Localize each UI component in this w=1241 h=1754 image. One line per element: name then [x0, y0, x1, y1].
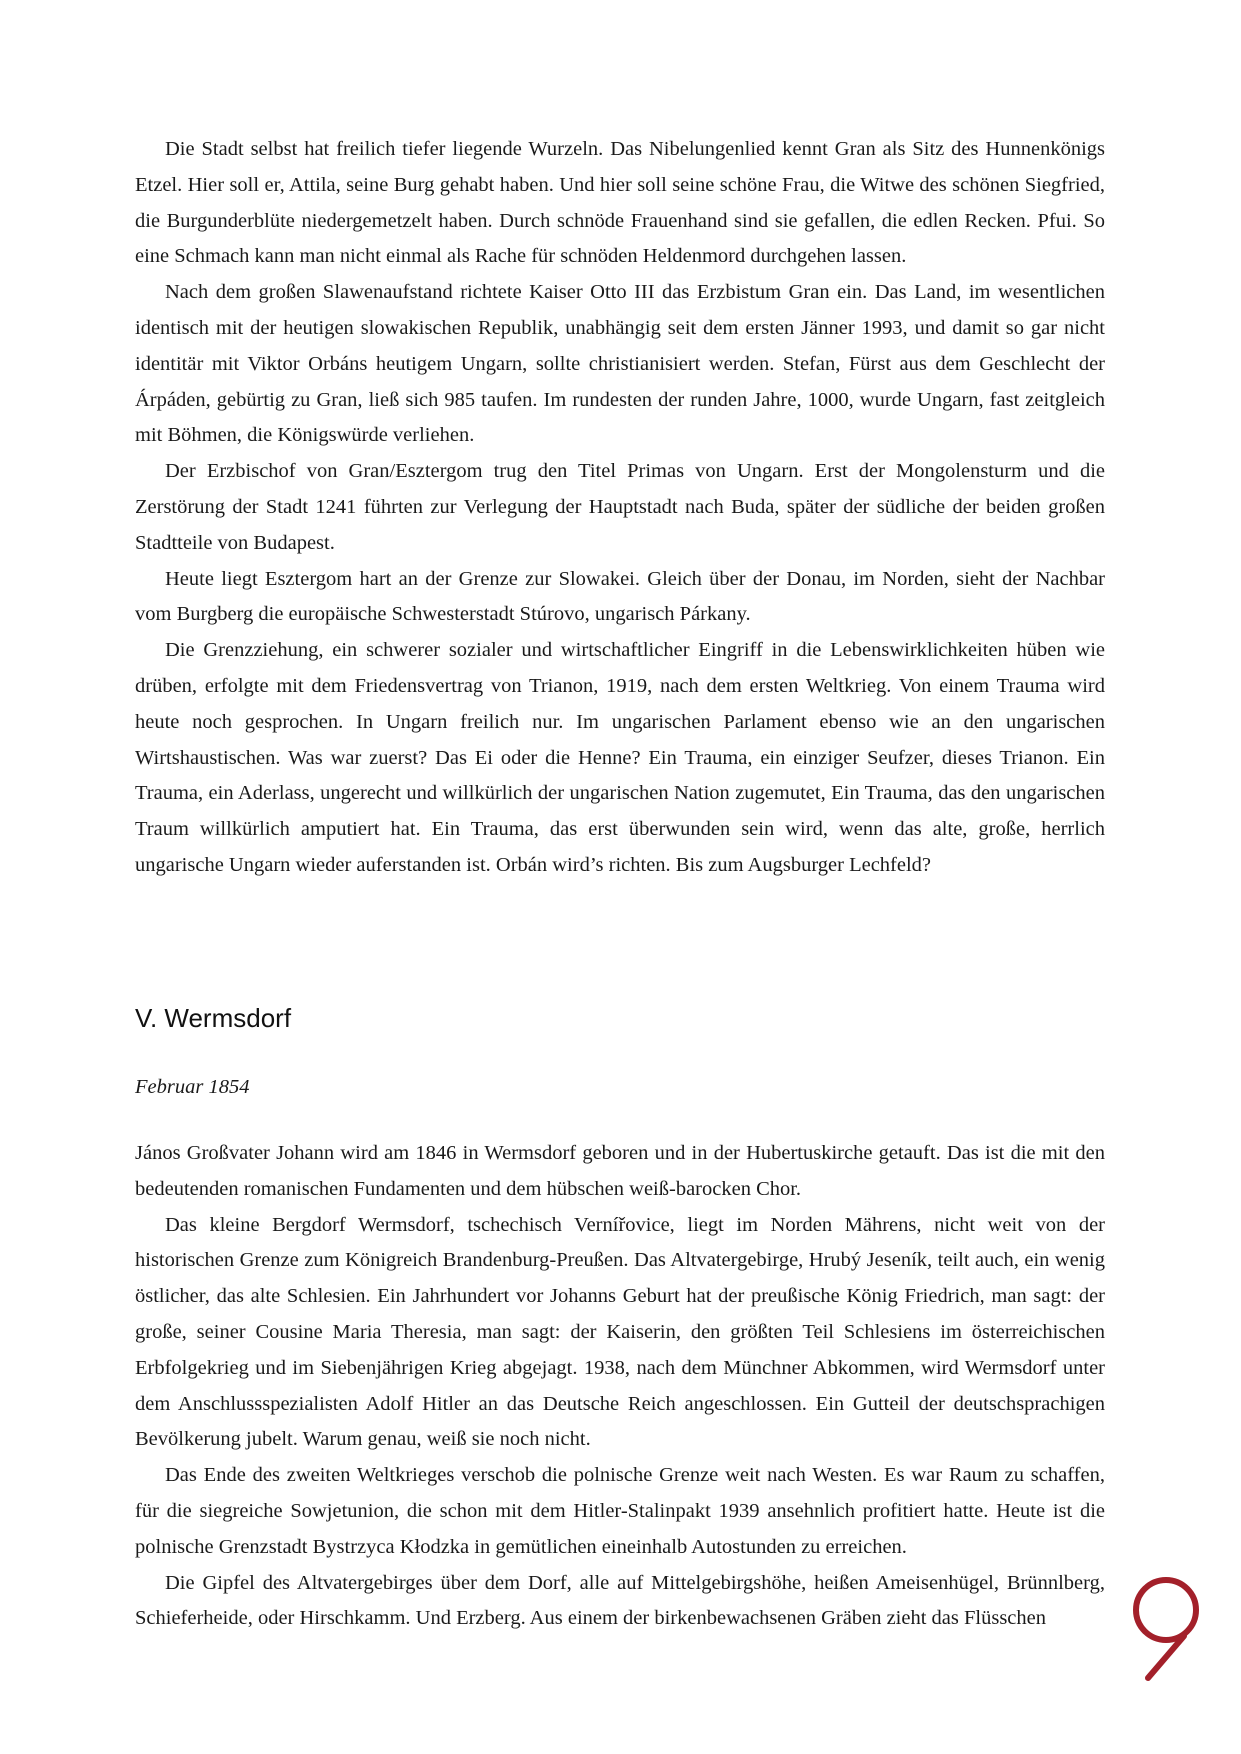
section-1-body: [135, 132, 1105, 884]
paragraph: János Großvater Johann wird am 1846 in Wermsdorf geboren und in der Hubertuskirche getauft. Das ist die mit den bedeutenden romanischen Fundamenten und dem hübschen weiß-barocken Chor.: [135, 1142, 1105, 1200]
paragraph: Das Ende des zweiten Weltkrieges verschob die polnische Grenze weit nach Westen. Es war Raum zu schaffen, für die siegreiche Sowjetunion, die schon mit dem Hitler-Stalinpakt 1939 ansehnlich profitiert hatte. Heute ist die polnische Grenzstadt Bystrzyca Kłodzka in gemütlichen eineinhalb Autostunden zu erreichen.: [135, 1464, 1105, 1558]
chapter-heading: V. Wermsdorf: [135, 1003, 292, 1033]
section-2-body: [135, 1136, 1105, 1637]
paragraph: Nach dem großen Slawenaufstand richtete Kaiser Otto III das Erzbistum Gran ein. Das Land, im wesentlichen identisch mit der heutigen slowakischen Republik, unabhängig seit dem ersten Jänner 1993, und damit so gar nicht identitär mit Viktor Orbáns heutigem Ungarn, sollte christianisiert werden. Stefan, Fürst aus dem Geschlecht der Árpáden, gebürtig zu Gran, ließ sich 985 taufen. Im rundesten der runden Jahre, 1000, wurde Ungarn, fast zeitgleich mit Böhmen, die Königswürde verliehen.: [135, 281, 1105, 447]
chapter-date: Februar 1854: [135, 1076, 250, 1098]
paragraph: Heute liegt Esztergom hart an der Grenze zur Slowakei. Gleich über der Donau, im Norden, sieht der Nachbar vom Burgberg die europäische Schwesterstadt Stúrovo, ungarisch Párkany.: [135, 567, 1105, 626]
paragraph: Das kleine Bergdorf Wermsdorf, tschechisch Vernířovice, liegt im Norden Mährens, nicht weit von der historischen Grenze zum Königreich Brandenburg-Preußen. Das Altvatergebirge, Hrubý Jeseník, teilt auch, ein wenig östlicher, das alte Schlesien. Ein Jahrhundert vor Johanns Geburt hat der preußische König Friedrich, man sagt: der große, seiner Cousine Maria Theresia, man sagt: der Kaiserin, den größten Teil Schlesiens im österreichischen Erbfolgekrieg und im Siebenjährigen Krieg abgejagt. 1938, nach dem Münchner Abkommen, wird Wermsdorf unter dem Anschlussspezialisten Adolf Hitler an das Deutsche Reich angeschlossen. Ein Gutteil der deutschsprachigen Bevölkerung jubelt. Warum genau, weiß sie noch nicht.: [135, 1213, 1105, 1451]
publisher-logo-icon: [1128, 1574, 1204, 1684]
paragraph: Der Erzbischof von Gran/Esztergom trug den Titel Primas von Ungarn. Erst der Mongolensturm und die Zerstörung der Stadt 1241 führten zur Verlegung der Hauptstadt nach Buda, später der südliche der beiden großen Stadtteile von Budapest.: [135, 460, 1105, 554]
paragraph: Die Gipfel des Altvatergebirges über dem Dorf, alle auf Mittelgebirgshöhe, heißen Ameisenhügel, Brünnlberg, Schieferheide, oder Hirschkamm. Und Erzberg. Aus einem der birkenbewachsenen Gräben zieht das Flüsschen: [135, 1571, 1105, 1630]
paragraph: Die Grenzziehung, ein schwerer sozialer und wirtschaftlicher Eingriff in die Lebenswirklichkeiten hüben wie drüben, erfolgte mit dem Friedensvertrag von Trianon, 1919, nach dem ersten Weltkrieg. Von einem Trauma wird heute noch gesprochen. In Ungarn freilich nur. Im ungarischen Parlament ebenso wie an den ungarischen Wirtshaustischen. Was war zuerst? Das Ei oder die Henne? Ein Trauma, ein einziger Seufzer, dieses Trianon. Ein Trauma, ein Aderlass, ungerecht und willkürlich der ungarischen Nation zugemutet, Ein Trauma, das den ungarischen Traum willkürlich amputiert hat. Ein Trauma, das erst überwunden sein wird, wenn das alte, große, herrlich ungarische Ungarn wieder auferstanden ist. Orbán wird’s richten. Bis zum Augsburger Lechfeld?: [135, 639, 1105, 876]
paragraph: Die Stadt selbst hat freilich tiefer liegende Wurzeln. Das Nibelungenlied kennt Gran als Sitz des Hunnenkönigs Etzel. Hier soll er, Attila, seine Burg gehabt haben. Und hier soll seine schöne Frau, die Witwe des schönen Siegfried, die Burgunderblüte niedergemetzelt haben. Durch schnöde Frauenhand sind sie gefallen, die edlen Recken. Pfui. So eine Schmach kann man nicht einmal als Rache für schnöden Heldenmord durchgehen lassen.: [135, 138, 1105, 268]
